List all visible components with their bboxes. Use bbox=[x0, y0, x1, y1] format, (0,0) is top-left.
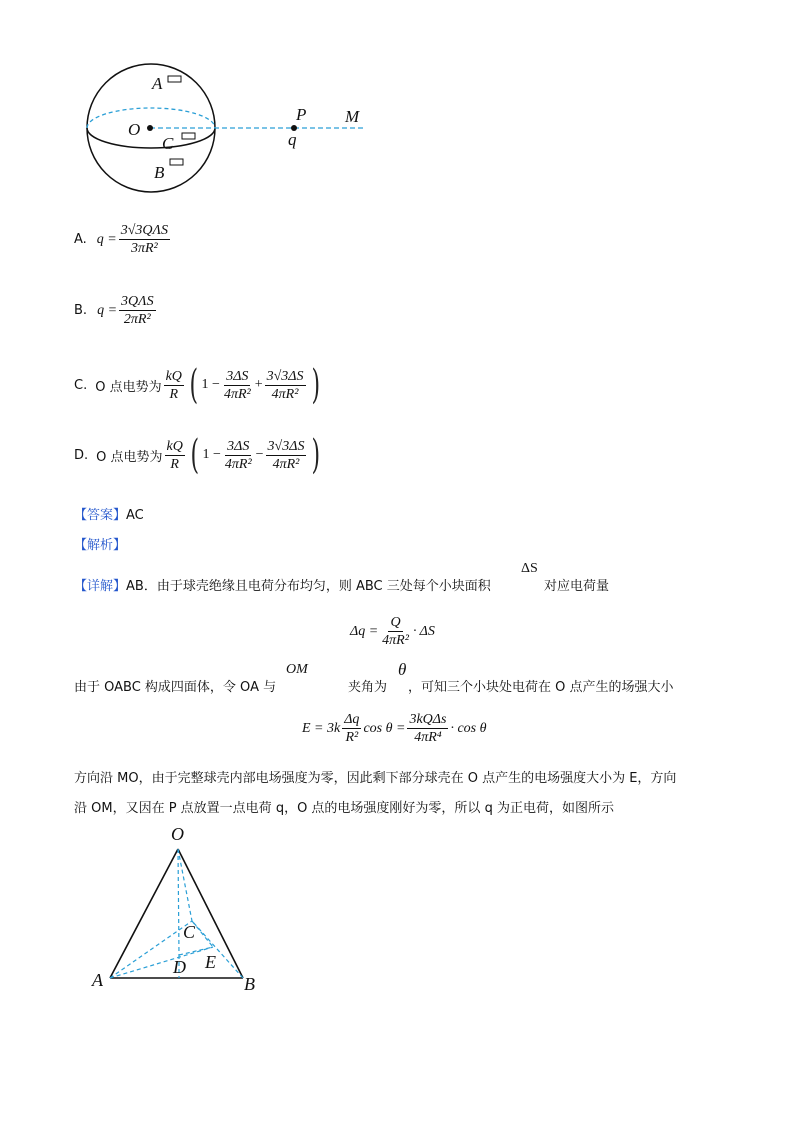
option-d-one: 1 − bbox=[202, 447, 221, 462]
option-a bbox=[74, 222, 172, 257]
answer-tag: 【答案】 bbox=[74, 508, 127, 523]
eq1-lhs: Δq = bbox=[350, 623, 379, 639]
option-c-label: C. bbox=[74, 377, 88, 393]
fig2-label-o: O bbox=[171, 824, 184, 844]
eq2-f1-num: Δq bbox=[344, 712, 360, 727]
detail-om: OM bbox=[286, 662, 308, 677]
option-d-kq-den: R bbox=[170, 456, 179, 472]
detail-ds: ΔS bbox=[521, 561, 538, 576]
detail-line-2c: ，可知三个小块处电荷在 O 点产生的场强大小 bbox=[408, 680, 674, 695]
eq2-rhs: · cos θ bbox=[450, 720, 487, 736]
detail-theta: θ bbox=[398, 660, 407, 679]
equation-2 bbox=[302, 711, 486, 746]
option-c-op: + bbox=[254, 377, 263, 392]
option-c-f2-den: 4πR² bbox=[271, 386, 299, 402]
detail-tag: 【详解】 bbox=[74, 579, 127, 594]
detail-line-1 bbox=[74, 575, 491, 594]
option-c-kq-den: R bbox=[169, 386, 179, 402]
option-b-num: 3QΛS bbox=[121, 294, 154, 309]
detail-text-1: AB．由于球壳绝缘且电荷分布均匀，则 ABC 三处每个小块面积 bbox=[126, 579, 491, 594]
option-c-one: 1 − bbox=[201, 377, 220, 392]
eq2-mid: cos θ = bbox=[363, 720, 406, 736]
option-d-f2-den: 4πR² bbox=[272, 456, 300, 472]
detail-line-2a: 由于 OABC 构成四面体，令 OA 与 bbox=[74, 680, 277, 695]
fig2-label-e: E bbox=[205, 952, 216, 972]
fig2-label-d: D bbox=[173, 957, 186, 977]
option-d-label: D. bbox=[74, 447, 89, 463]
detail-text-1b: 对应电荷量 bbox=[544, 579, 610, 594]
option-c-f1-den: 4πR² bbox=[223, 386, 251, 402]
option-b-label: B. bbox=[74, 303, 88, 318]
option-d-text: O 点电势为 bbox=[96, 449, 163, 465]
detail-line-2b: 夹角为 bbox=[348, 680, 388, 695]
option-b-den: 2πR² bbox=[123, 312, 151, 327]
option-b bbox=[74, 293, 158, 328]
sphere-figure bbox=[70, 55, 380, 205]
fig1-label-p: P bbox=[296, 105, 307, 124]
option-c-kq-num: kQ bbox=[165, 368, 182, 384]
eq1-num: Q bbox=[390, 615, 401, 630]
detail-line-3: 方向沿 MO，由于完整球壳内部电场强度为零，因此剩下部分球壳在 O 点产生的电场强度大小为 E，方向 bbox=[74, 771, 677, 786]
option-d: D. O 点电势为 $\frac{kQ}{R}$ ( 1 − $\frac{3\Delta S}{\text{4πR²}}$ − $\frac{3√3\Delta S}{\text{4πR²}}$ ) bbox=[74, 432, 321, 478]
fig1-label-b: B bbox=[154, 163, 165, 182]
option-a-lhs: q = bbox=[96, 231, 117, 247]
option-d-kq-num: kQ bbox=[166, 438, 183, 454]
fig2-label-c: C bbox=[183, 922, 196, 942]
option-a-label: A. bbox=[74, 232, 87, 247]
eq2-f2-den: 4πR⁴ bbox=[414, 730, 442, 745]
fig2-label-b: B bbox=[244, 974, 255, 994]
option-c-f1-num: 3ΔS bbox=[226, 368, 249, 384]
fig1-label-o: O bbox=[128, 120, 141, 139]
option-c-f2-num: 3√3ΔS bbox=[266, 368, 304, 384]
eq1-den: 4πR² bbox=[382, 633, 409, 648]
equation-1 bbox=[350, 614, 435, 649]
analysis-line bbox=[74, 534, 126, 553]
option-c-text: O 点电势为 bbox=[95, 379, 162, 395]
option-a-den: 3πR² bbox=[130, 241, 158, 256]
fig1-label-c: C bbox=[162, 134, 174, 153]
option-b-lhs: q = bbox=[97, 302, 118, 318]
option-d-op: − bbox=[255, 447, 264, 462]
fig1-label-m: M bbox=[345, 107, 360, 126]
analysis-tag: 【解析】 bbox=[74, 538, 127, 553]
eq2-lhs: E = 3k bbox=[302, 720, 341, 736]
option-a-num: 3√3QΛS bbox=[120, 223, 168, 238]
fig1-label-q: q bbox=[288, 130, 297, 149]
eq1-rhs: · ΔS bbox=[412, 623, 435, 639]
eq2-f1-den: R² bbox=[345, 730, 359, 745]
fig2-label-a: A bbox=[92, 970, 103, 990]
eq2-f2-num: 3kQΔs bbox=[409, 712, 447, 727]
option-d-f2-num: 3√3ΔS bbox=[267, 438, 305, 454]
option-d-f1-den: 4πR² bbox=[224, 456, 252, 472]
option-c: C. O 点电势为 $\frac{kQ}{R}$ ( 1 − $\frac{3\Delta S}{\text{4πR²}}$ + $\frac{3√3\Delta S}{\text{4πR²}}$ ) bbox=[74, 362, 320, 408]
answer-line bbox=[74, 504, 144, 523]
answer-value: AC bbox=[126, 508, 144, 523]
detail-line-4: 沿 OM，又因在 P 点放置一点电荷 q，O 点的电场强度刚好为零，所以 q 为正电荷，如图所示 bbox=[74, 801, 614, 816]
fig1-label-a: A bbox=[152, 74, 163, 93]
option-d-f1-num: 3ΔS bbox=[227, 438, 250, 454]
